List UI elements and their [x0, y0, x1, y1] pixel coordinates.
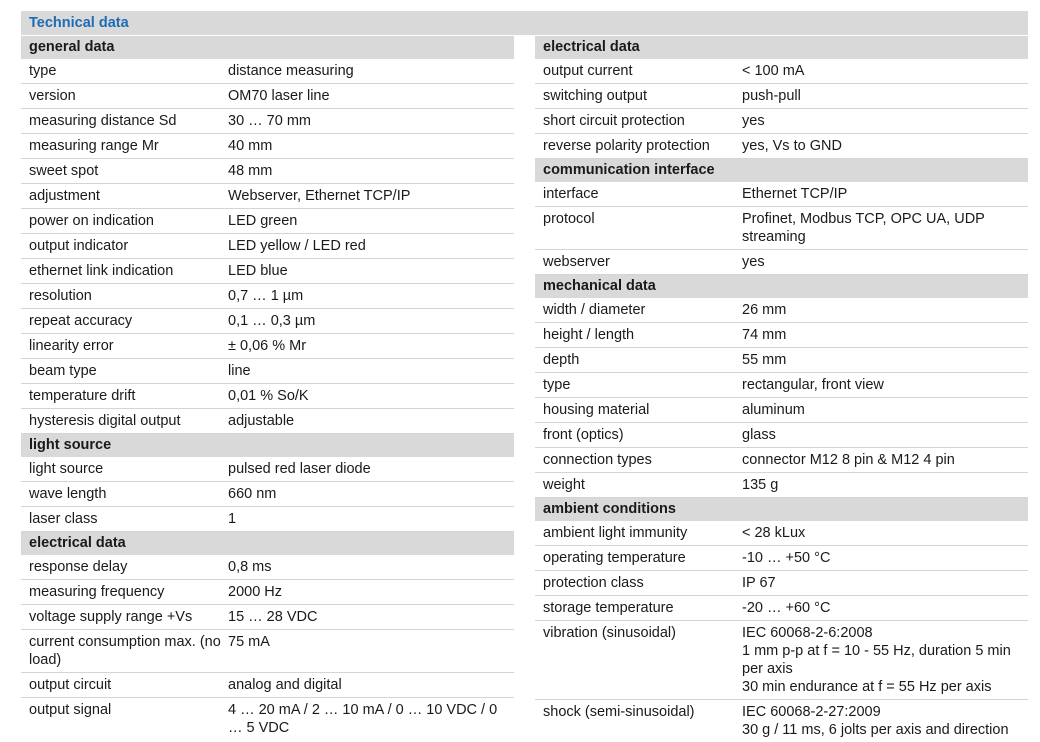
- table-row: [535, 546, 1028, 571]
- row-label: shock (semi-sinusoidal): [543, 704, 695, 720]
- row-value: 2000 Hz: [228, 584, 283, 600]
- row-value: pulsed red laser diode: [228, 461, 371, 477]
- row-label: connection types: [543, 452, 652, 468]
- row-value: 30 … 70 mm: [228, 113, 311, 129]
- row-value: glass: [742, 427, 776, 443]
- table-row: [535, 398, 1028, 423]
- row-label: wave length: [29, 486, 107, 502]
- row-label: beam type: [29, 363, 97, 379]
- table-row: [21, 84, 514, 109]
- row-value: 135 g: [742, 477, 779, 493]
- row-value: Webserver, Ethernet TCP/IP: [228, 188, 411, 204]
- row-label: type: [29, 63, 57, 79]
- row-label: temperature drift: [29, 388, 136, 404]
- table-row: [21, 630, 514, 673]
- row-value: 15 … 28 VDC: [228, 609, 318, 625]
- row-value: 0,7 … 1 µm: [228, 288, 304, 304]
- row-value: push-pull: [742, 88, 801, 104]
- row-label: switching output: [543, 88, 647, 104]
- table-row: [535, 596, 1028, 621]
- section-header: electrical data: [535, 36, 1028, 59]
- table-row: [535, 571, 1028, 596]
- table-row: [21, 384, 514, 409]
- table-row: [21, 209, 514, 234]
- row-value: 0,8 ms: [228, 559, 272, 575]
- row-value: < 28 kLux: [742, 525, 806, 541]
- row-label: output indicator: [29, 238, 129, 254]
- row-label: response delay: [29, 559, 128, 575]
- table-row: [535, 521, 1028, 546]
- row-value: -20 … +60 °C: [742, 600, 831, 616]
- row-value: 4 … 20 mA / 2 … 10 mA / 0 … 10 VDC / 0 … 5 VDC: [228, 702, 498, 736]
- table-row: [21, 109, 514, 134]
- table-row: [535, 323, 1028, 348]
- table-row: [21, 284, 514, 309]
- left-column: [21, 36, 514, 740]
- row-value: OM70 laser line: [228, 88, 330, 104]
- row-label: measuring frequency: [29, 584, 165, 600]
- table-row: [21, 673, 514, 698]
- table-row: [535, 134, 1028, 159]
- row-label: storage temperature: [543, 600, 674, 616]
- table-row: [535, 373, 1028, 398]
- table-row: [21, 309, 514, 334]
- row-value: analog and digital: [228, 677, 342, 693]
- row-label: height / length: [543, 327, 635, 343]
- table-row: [21, 605, 514, 630]
- row-label: housing material: [543, 402, 650, 418]
- table-row: [535, 348, 1028, 373]
- section-header: communication interface: [535, 159, 1028, 182]
- table-row: [21, 184, 514, 209]
- row-label: voltage supply range +Vs: [29, 609, 193, 625]
- row-label: webserver: [543, 254, 610, 270]
- table-row: [21, 580, 514, 605]
- row-value: rectangular, front view: [742, 377, 884, 393]
- row-value: LED yellow / LED red: [228, 238, 366, 254]
- row-value: yes, Vs to GND: [742, 138, 842, 154]
- row-value: 0,1 … 0,3 µm: [228, 313, 316, 329]
- row-label: current consumption max. (no load): [29, 634, 221, 668]
- table-row: [535, 448, 1028, 473]
- row-label: weight: [543, 477, 585, 493]
- row-label: laser class: [29, 511, 98, 527]
- row-label: reverse polarity protection: [543, 138, 710, 154]
- section-header: electrical data: [21, 532, 514, 555]
- table-row: [535, 700, 1028, 742]
- row-label: output signal: [29, 702, 112, 718]
- row-value: 55 mm: [742, 352, 787, 368]
- table-row: [535, 473, 1028, 498]
- table-row: [21, 457, 514, 482]
- section-header: mechanical data: [535, 275, 1028, 298]
- row-value: 660 nm: [228, 486, 277, 502]
- row-label: version: [29, 88, 76, 104]
- row-value: aluminum: [742, 402, 805, 418]
- row-label: power on indication: [29, 213, 154, 229]
- row-value: 40 mm: [228, 138, 273, 154]
- row-value: IEC 60068-2-27:2009 30 g / 11 ms, 6 jolts per axis and direction: [742, 704, 1009, 738]
- table-row: [21, 555, 514, 580]
- row-label: interface: [543, 186, 599, 202]
- table-row: [21, 259, 514, 284]
- table-row: [535, 182, 1028, 207]
- row-value: line: [228, 363, 251, 379]
- row-value: 74 mm: [742, 327, 787, 343]
- table-row: [21, 334, 514, 359]
- table-row: [535, 59, 1028, 84]
- row-label: resolution: [29, 288, 92, 304]
- row-label: adjustment: [29, 188, 100, 204]
- table-row: [535, 250, 1028, 275]
- table-row: [21, 234, 514, 259]
- row-label: sweet spot: [29, 163, 99, 179]
- row-label: measuring range Mr: [29, 138, 159, 154]
- row-label: output circuit: [29, 677, 112, 693]
- section-header: general data: [21, 36, 514, 59]
- row-value: LED green: [228, 213, 298, 229]
- row-label: operating temperature: [543, 550, 686, 566]
- table-row: [21, 409, 514, 434]
- table-row: [21, 698, 514, 740]
- row-value: IEC 60068-2-6:2008 1 mm p-p at f = 10 - 55 Hz, duration 5 min per axis 30 min endurance at f = 55 Hz per axis: [742, 625, 1011, 695]
- row-value: 1: [228, 511, 237, 527]
- row-label: linearity error: [29, 338, 114, 354]
- table-row: [535, 621, 1028, 700]
- right-column: [535, 36, 1028, 742]
- table-row: [21, 134, 514, 159]
- table-row: [21, 482, 514, 507]
- row-label: type: [543, 377, 571, 393]
- row-label: front (optics): [543, 427, 624, 443]
- row-value: Profinet, Modbus TCP, OPC UA, UDP streaming: [742, 211, 985, 245]
- row-value: 48 mm: [228, 163, 273, 179]
- table-row: [21, 507, 514, 532]
- row-value: distance measuring: [228, 63, 354, 79]
- row-label: short circuit protection: [543, 113, 685, 129]
- row-label: ethernet link indication: [29, 263, 174, 279]
- row-label: protection class: [543, 575, 644, 591]
- row-label: repeat accuracy: [29, 313, 133, 329]
- row-value: 75 mA: [228, 634, 270, 650]
- row-value: Ethernet TCP/IP: [742, 186, 848, 202]
- row-value: IP 67: [742, 575, 776, 591]
- row-value: adjustable: [228, 413, 295, 429]
- row-value: 0,01 % So/K: [228, 388, 309, 404]
- row-label: protocol: [543, 211, 595, 227]
- row-value: 26 mm: [742, 302, 787, 318]
- row-value: < 100 mA: [742, 63, 805, 79]
- table-row: [535, 423, 1028, 448]
- row-value: yes: [742, 113, 765, 129]
- row-value: LED blue: [228, 263, 288, 279]
- table-title: Technical data: [21, 11, 1028, 35]
- table-row: [21, 359, 514, 384]
- row-label: output current: [543, 63, 633, 79]
- table-row: [535, 207, 1028, 250]
- table-row: [535, 109, 1028, 134]
- row-value: ± 0,06 % Mr: [228, 338, 307, 354]
- row-label: measuring distance Sd: [29, 113, 177, 129]
- table-row: [535, 298, 1028, 323]
- row-label: width / diameter: [543, 302, 646, 318]
- row-label: depth: [543, 352, 580, 368]
- row-value: connector M12 8 pin & M12 4 pin: [742, 452, 955, 468]
- row-label: hysteresis digital output: [29, 413, 181, 429]
- row-label: light source: [29, 461, 104, 477]
- table-row: [21, 59, 514, 84]
- row-value: -10 … +50 °C: [742, 550, 831, 566]
- table-row: [21, 159, 514, 184]
- row-label: vibration (sinusoidal): [543, 625, 676, 641]
- section-header: ambient conditions: [535, 498, 1028, 521]
- row-label: ambient light immunity: [543, 525, 688, 541]
- row-value: yes: [742, 254, 765, 270]
- section-header: light source: [21, 434, 514, 457]
- table-row: [535, 84, 1028, 109]
